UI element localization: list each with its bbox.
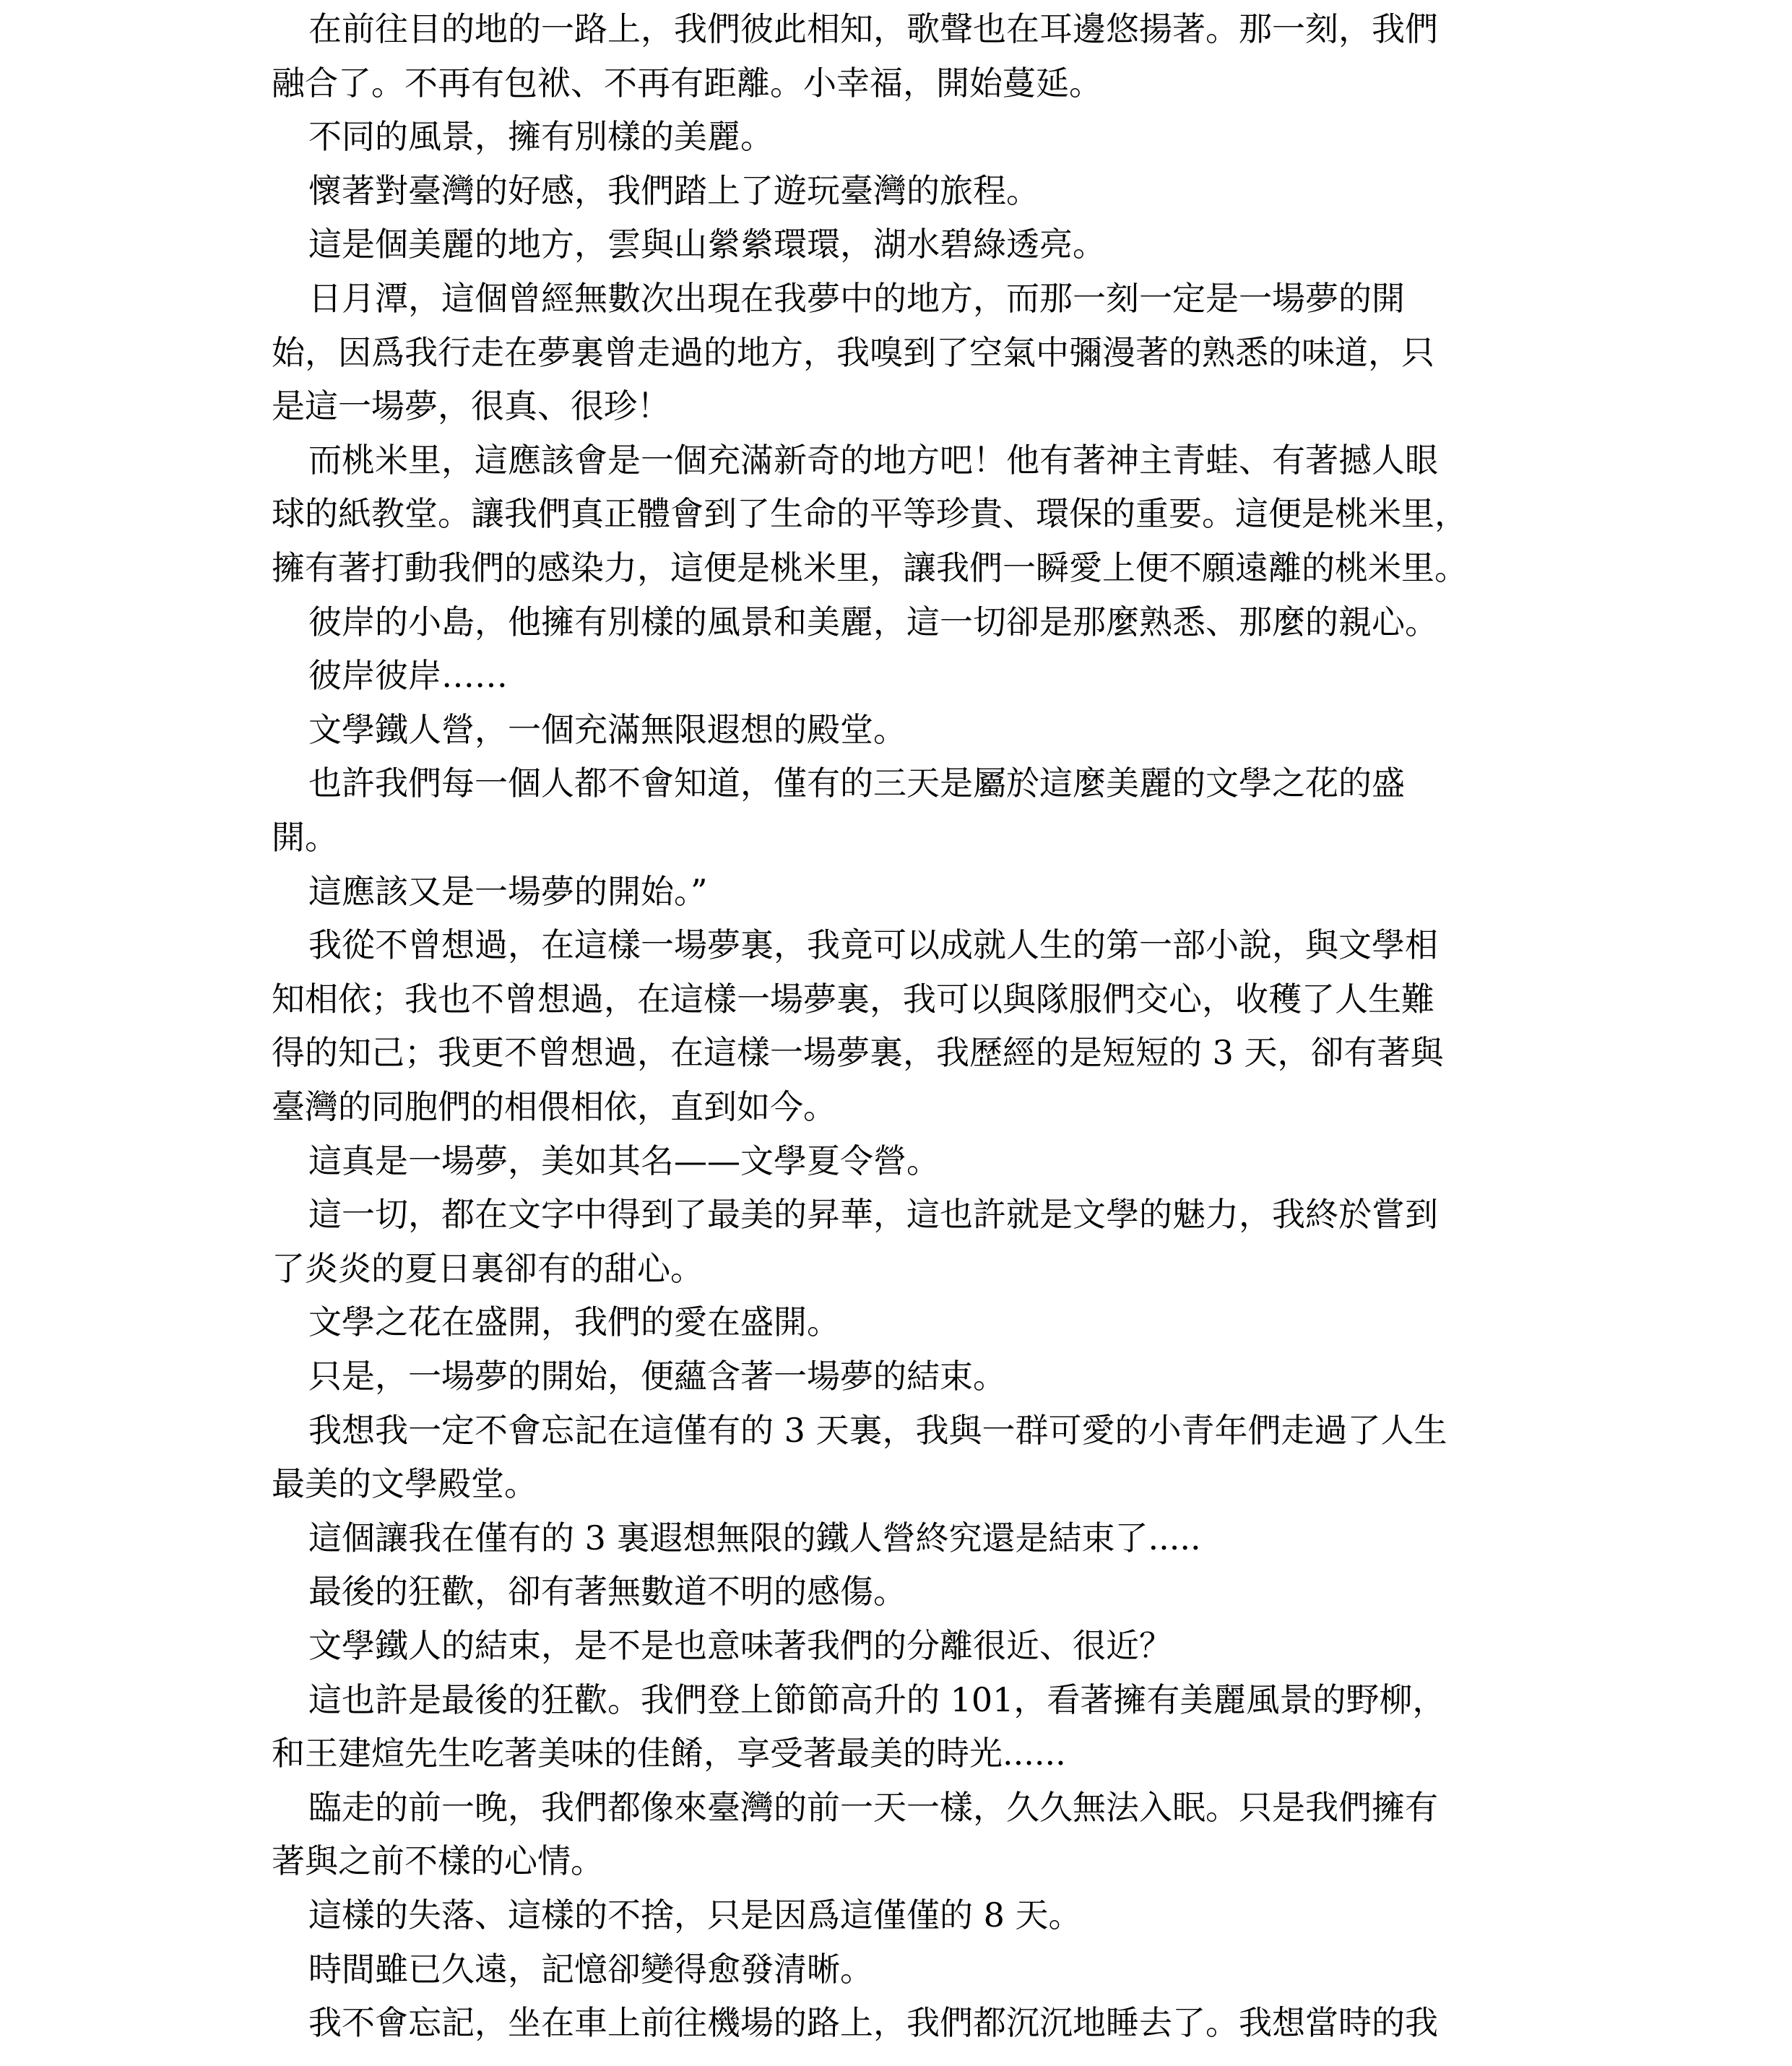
paragraph-first-line: 時間雖已久遠，記憶卻變得愈發清晰。 [308,1949,873,1989]
paragraph-first-line: 只是，一場夢的開始，便蘊含著一場夢的結束。 [308,1357,1006,1396]
paragraph-first-line: 文學鐵人的結束，是不是也意味著我們的分離很近、很近？ [308,1626,1172,1665]
paragraph-first-line: 在前往目的地的一路上，我們彼此相知，歌聲也在耳邊悠揚著。那一刻，我們 [308,9,1438,48]
paragraph-line: 最美的文學殿堂。 [272,1464,537,1504]
document-page [272,0,1524,2066]
paragraph-line: 了炎炎的夏日裏卻有的甜心。 [272,1248,704,1288]
paragraph-first-line: 最後的狂歡，卻有著無數道不明的感傷。 [308,1572,906,1612]
paragraph-line: 知相依；我也不曾想過，在這樣一場夢裏，我可以與隊服們交心，收穫了人生難 [272,979,1434,1019]
paragraph-first-line: 這也許是最後的狂歡。我們登上節節高升的 101，看著擁有美麗風景的野柳， [308,1680,1446,1719]
paragraph-first-line: 懷著對臺灣的好感，我們踏上了遊玩臺灣的旅程。 [308,170,1039,210]
paragraph-first-line: 也許我們每一個人都不會知道，僅有的三天是屬於這麼美麗的文學之花的盛 [308,764,1405,803]
paragraph-line: 得的知己；我更不曾想過，在這樣一場夢裏，我歷經的是短短的 3 天，卻有著與 [272,1033,1444,1073]
paragraph-line: 擁有著打動我們的感染力，這便是桃米里，讓我們一瞬愛上便不願遠離的桃米里。 [272,548,1468,587]
paragraph-first-line: 文學之花在盛開，我們的愛在盛開。 [308,1302,840,1342]
paragraph-first-line: 我不會忘記，坐在車上前往機場的路上，我們都沉沉地睡去了。我想當時的我 [308,2003,1438,2043]
paragraph-first-line: 彼岸彼岸…… [308,656,508,696]
paragraph-line: 融合了。不再有包袱、不再有距離。小幸福，開始蔓延。 [272,63,1102,103]
paragraph-line: 開。 [272,818,338,857]
paragraph-first-line: 文學鐵人營，一個充滿無限遐想的殿堂。 [308,709,906,749]
paragraph-first-line: 這樣的失落、這樣的不捨，只是因爲這僅僅的 8 天。 [308,1896,1082,1935]
paragraph-first-line: 不同的風景，擁有別樣的美麗。 [308,117,774,157]
paragraph-first-line: 這是個美麗的地方，雲與山縈縈環環，湖水碧綠透亮。 [308,225,1106,264]
paragraph-line: 球的紙教堂。讓我們真正體會到了生命的平等珍貴、環保的重要。這便是桃米里， [272,494,1468,534]
paragraph-line: 是這一場夢，很真、很珍！ [272,386,670,426]
paragraph-first-line: 日月潭，這個曾經無數次出現在我夢中的地方，而那一刻一定是一場夢的開 [308,279,1405,318]
paragraph-first-line: 臨走的前一晚，我們都像來臺灣的前一天一樣，久久無法入眠。只是我們擁有 [308,1787,1438,1827]
paragraph-first-line: 彼岸的小島，他擁有別樣的風景和美麗，這一切卻是那麼熟悉、那麼的親心。 [308,602,1438,641]
paragraph-first-line: 我從不曾想過，在這樣一場夢裏，我竟可以成就人生的第一部小說，與文學相 [308,925,1438,965]
paragraph-line: 臺灣的同胞們的相偎相依，直到如今。 [272,1087,836,1126]
paragraph-first-line: 而桃米里，這應該會是一個充滿新奇的地方吧！他有著神主青蛙、有著撼人眼 [308,440,1438,480]
paragraph-first-line: 這真是一場夢，美如其名——文學夏令營。 [308,1141,940,1180]
paragraph-first-line: 這應該又是一場夢的開始。” [308,871,708,911]
paragraph-first-line: 這個讓我在僅有的 3 裏遐想無限的鐵人營終究還是結束了..... [308,1518,1201,1557]
paragraph-line: 和王建煊先生吃著美味的佳餚，享受著最美的時光...... [272,1734,1066,1773]
paragraph-line: 著與之前不樣的心情。 [272,1841,604,1881]
paragraph-first-line: 我想我一定不會忘記在這僅有的 3 天裏，我與一群可愛的小青年們走過了人生 [308,1410,1447,1450]
paragraph-first-line: 這一切，都在文字中得到了最美的昇華，這也許就是文學的魅力，我終於嘗到 [308,1195,1438,1235]
paragraph-line: 始，因爲我行走在夢裏曾走過的地方，我嗅到了空氣中彌漫著的熟悉的味道，只 [272,332,1434,372]
